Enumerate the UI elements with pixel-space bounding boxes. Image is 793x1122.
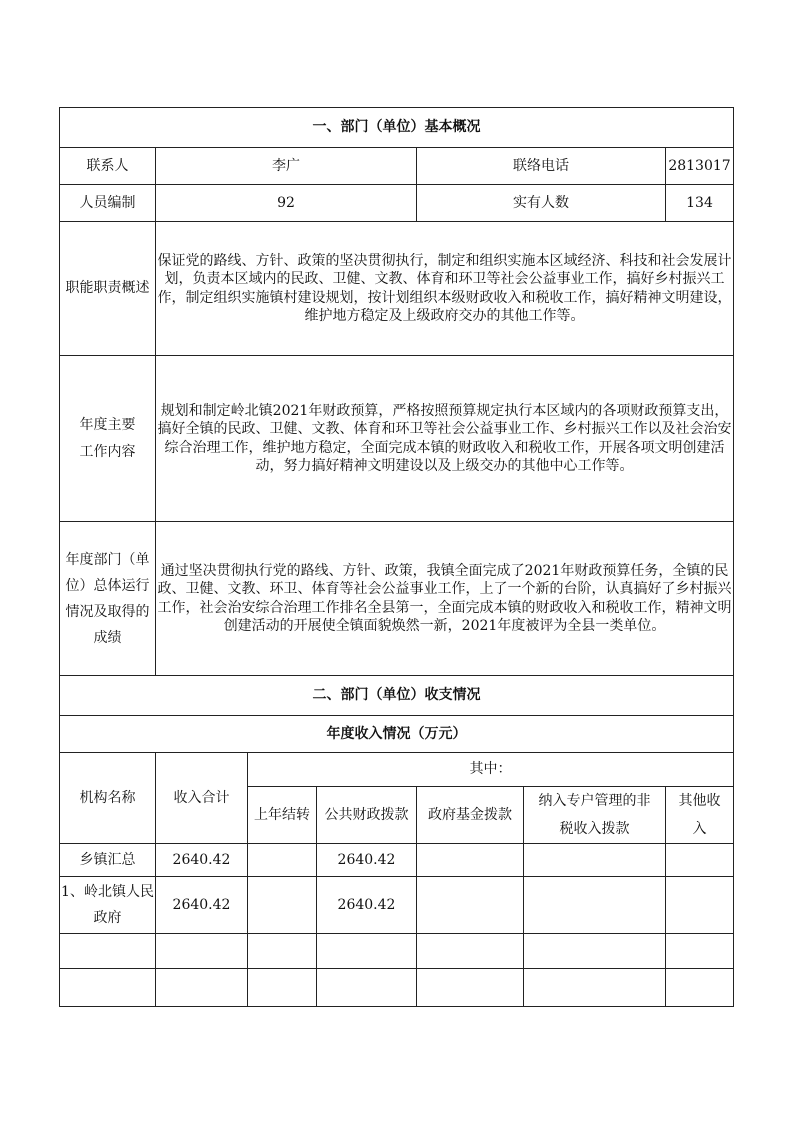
of-which-header: 其中： (248, 753, 734, 787)
public-finance-header: 公共财政拨款 (317, 787, 417, 844)
non-tax-header: 纳入专户管理的非税收入拨款 (524, 787, 666, 844)
section-1-title: 一、部门（单位）基本概况 (60, 108, 734, 148)
staff-quota-label: 人员编制 (60, 185, 156, 222)
duties-text: 保证党的路线、方针、政策的坚决贯彻执行，制定和组织实施本区域经济、科技和社会发展计划，负责本区域内的民政、卫健、文教、体育和环卫等社会公益事业工作，搞好乡村振兴工作，制定组织实施镇村建设规划，按计划组织本级财政收入和税收工作，搞好精神文明建设，维护地方稳定及上级政府交办的其他工作等。 (156, 222, 734, 356)
row-carryover (248, 877, 317, 934)
performance-label: 年度部门（单位）总体运行情况及取得的成绩 (60, 522, 156, 676)
carryover-header: 上年结转 (248, 787, 317, 844)
annual-tasks-label (60, 356, 156, 522)
row-name: 1、岭北镇人民政府 (60, 877, 156, 934)
gov-fund-header: 政府基金拨款 (417, 787, 524, 844)
row-non-tax (524, 877, 666, 934)
row-gov-fund (417, 844, 524, 877)
annual-tasks-label-line1: 年度主要 (79, 417, 136, 434)
table-row (60, 877, 734, 934)
row-carryover (248, 844, 317, 877)
actual-staff-value: 134 (666, 185, 734, 222)
row-other (666, 877, 734, 934)
table-row (60, 844, 734, 877)
row-name: 乡镇汇总 (60, 844, 156, 877)
staff-quota-value: 92 (156, 185, 417, 222)
income-title: 年度收入情况（万元） (60, 716, 734, 753)
duties-label: 职能职责概述 (60, 222, 156, 356)
section-2-title: 二、部门（单位）收支情况 (60, 676, 734, 716)
empty-row (60, 934, 734, 969)
total-header: 收入合计 (156, 753, 248, 844)
annual-tasks-label-line2: 工作内容 (79, 443, 136, 460)
row-other (666, 844, 734, 877)
row-non-tax (524, 844, 666, 877)
performance-text: 通过坚决贯彻执行党的路线、方针、政策，我镇全面完成了2021年财政预算任务，全镇的民政、卫健、文教、环卫、体育等社会公益事业工作，上了一个新的台阶，认真搞好了乡村振兴工作，社会治安综合治理工作排名全县第一，全面完成本镇的财政收入和税收工作，精神文明创建活动的开展使全镇面貌焕然一新，2021年度被评为全县一类单位。 (156, 522, 734, 676)
phone-label: 联络电话 (417, 148, 666, 185)
empty-row (60, 969, 734, 1007)
contact-value: 李广 (156, 148, 417, 185)
row-gov-fund (417, 877, 524, 934)
budget-info-table (59, 107, 734, 1007)
other-header: 其他收入 (666, 787, 734, 844)
row-total: 2640.42 (156, 844, 248, 877)
actual-staff-label: 实有人数 (417, 185, 666, 222)
row-public-finance: 2640.42 (317, 877, 417, 934)
contact-label: 联系人 (60, 148, 156, 185)
annual-tasks-text: 规划和制定岭北镇2021年财政预算，严格按照预算规定执行本区域内的各项财政预算支出，搞好全镇的民政、卫健、文教、体育和环卫等社会公益事业工作、乡村振兴工作以及社会治安综合治理工作，维护地方稳定，全面完成本镇的财政收入和税收工作，开展各项文明创建活动，努力搞好精神文明建设以及上级交办的其他中心工作等。 (156, 356, 734, 522)
org-name-header: 机构名称 (60, 753, 156, 844)
row-total: 2640.42 (156, 877, 248, 934)
row-public-finance: 2640.42 (317, 844, 417, 877)
phone-value: 2813017 (666, 148, 734, 185)
